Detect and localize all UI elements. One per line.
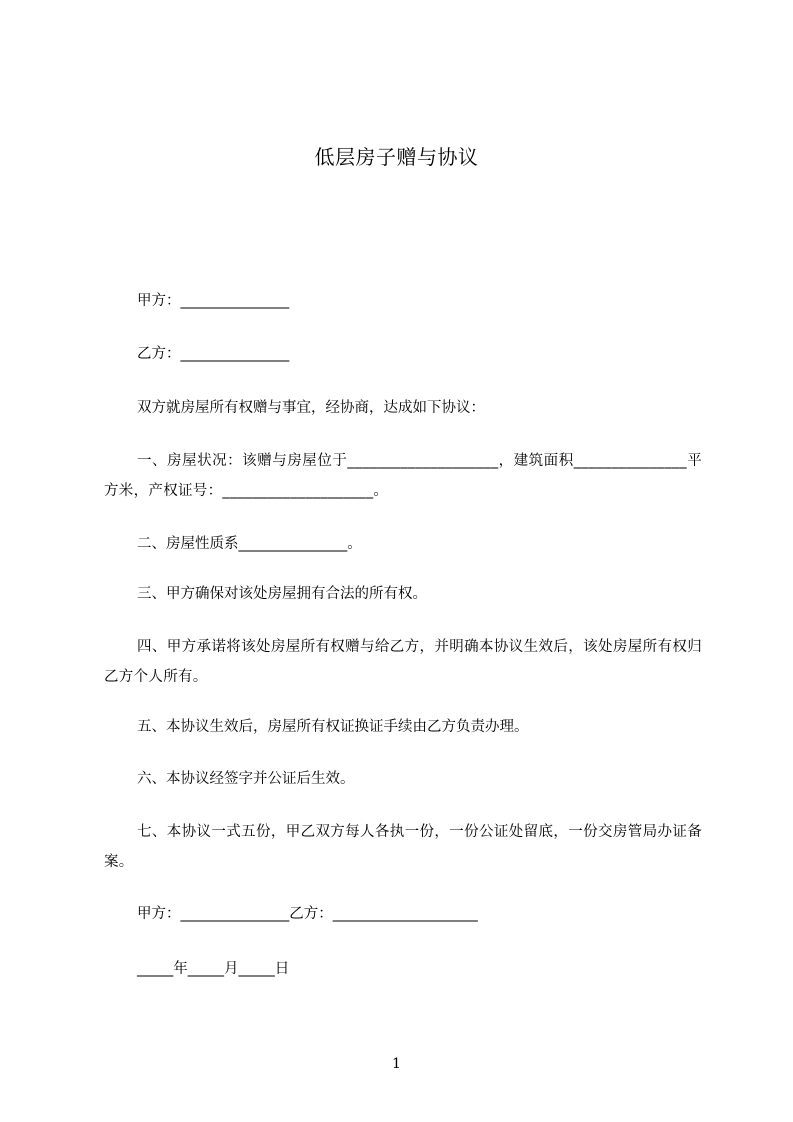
document-title: 低层房子赠与协议 (314, 145, 479, 169)
intro-text: 双方就房屋所有权赠与事宜，经协商，达成如下协议： (137, 400, 485, 416)
party-b-line: 乙方：_______________ (137, 346, 290, 362)
clause-6: 六、本协议经签字并公证后生效。 (137, 771, 355, 787)
signature-line: 甲方：_______________乙方：____________________ (137, 906, 478, 922)
party-a-line: 甲方：_______________ (137, 293, 290, 309)
page-number: 1 (392, 1056, 401, 1072)
clause-4: 四、甲方承诺将该处房屋所有权赠与给乙方，并明确本协议生效后，该处房屋所有权归乙方个人所有。 (104, 639, 702, 685)
clause-5: 五、本协议生效后，房屋所有权证换证手续由乙方负责办理。 (137, 719, 529, 735)
clause-3: 三、甲方确保对该处房屋拥有合法的所有权。 (137, 586, 427, 602)
clause-2: 二、房屋性质系_______________。 (137, 536, 362, 552)
clause-1: 一、房屋状况：该赠与房屋位于____________________，建筑面积_______________平方米，产权证号：____________________。 (104, 453, 702, 499)
date-line: _____年_____月_____日 (137, 961, 290, 977)
clause-7: 七、本协议一式五份，甲乙双方每人各执一份，一份公证处留底，一份交房管局办证备案。 (104, 824, 702, 870)
